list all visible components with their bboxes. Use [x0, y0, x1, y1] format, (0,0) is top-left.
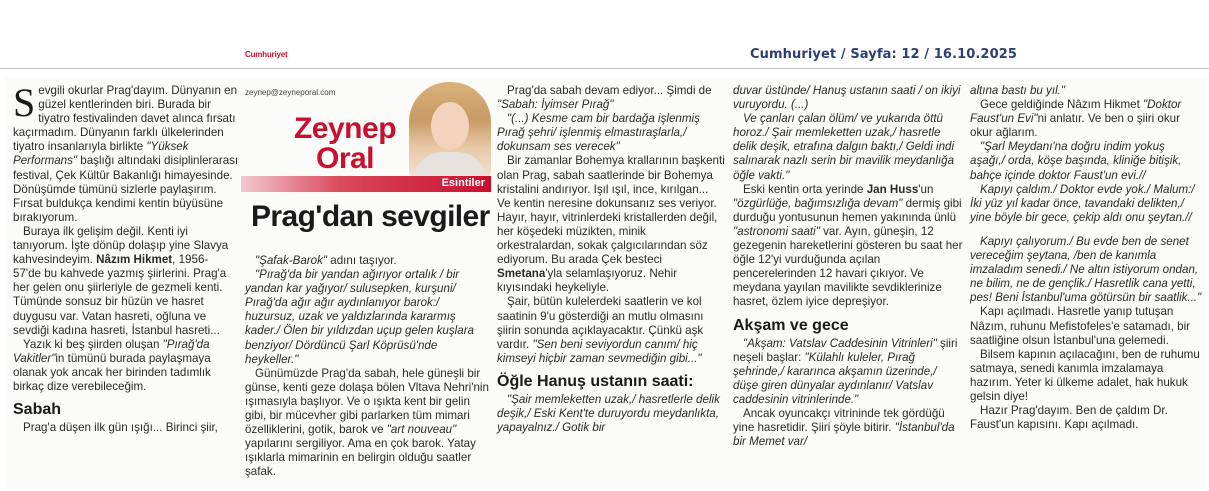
paragraph: Ancak oyuncakçı vitrininde tek gördüğü yine hasretidir. Şiiri şöyle bitirir. "İstanbul'da bir Memet var/ [733, 406, 955, 449]
paragraph: Prag'a düşen ilk gün ışığı... Birinci şiir, [23, 421, 218, 435]
paragraph: Şair, bütün kulelerdeki saatlerin ve kol saatinin 9'u gösterdiği an mutlu olmasını şiirin sonunda açıklayacaktır. Çünkü aşk vardır. "Sen beni seviyordun canım/ hiç kimseyi hiçbir zaman sevmediğin gibi..." [497, 295, 704, 365]
column-band [241, 176, 491, 192]
paragraph: Bir zamanlar Bohemya krallarının başkenti olan Prag, sabah saatlerinde bir Bohemya kristalini andırıyor. Işıl ışıl, ince, kırılgan... Ve kentin neresine dokunsanız ses veriyor. Hayır, hayır, vitrinlerdeki kristallerden değil, her köşedeki müzikten, minik orkestralardan, sokak çalgıcılarından söz ediyorum. Bu arada Çek besteci Smetana'yla selamlaşıyoruz. Nehir kıyısındaki heykeliyle. [497, 154, 725, 295]
poem-quote: Kapıyı çalıyorum./ Bu evde ben de senet vereceğim şeytana, /ben de kanımla imzaladım senedi./ Ne altın istiyorum ondan, ne bilim, ne de gençlik./ Hasretlik cana yetti, pes! Beni İstanbul'uma götürsün bir saatlik..." [970, 234, 1202, 305]
paragraph: Gece geldiğinde Nâzım Hikmet "Doktor Faust'un Evi"ni anlatır. Ve ben o şiiri okur okur ağlarım. [970, 98, 1182, 140]
poem-quote: "(...) Kesme cam bir bardağa işlenmiş Pırağ şehri/ işlenmiş elmastıraşlarla,/ dokunsam ses verecek" [497, 112, 700, 154]
article-column-4 [733, 84, 963, 449]
page-info: Cumhuriyet / Sayfa: 12 / 16.10.2025 [750, 47, 1018, 62]
paragraph: "Şafak-Barok" adını taşıyor. [255, 254, 397, 267]
paragraph: Günümüzde Prag'da sabah, hele güneşli bir günse, kenti geze dolaşa bölen Vltava Nehri'nin ışımasıyla başlıyor. Ve o ışıkta kent bir gelin gibi, bir mücevher gibi parlarken tüm mimari özelliklerini, gotik, barok ve "art nouveau" yapılarını sergiliyor. Ama en çok barok. Yatay ışıklarla mimarinin en belirgin olduğu saatler şafak. [245, 366, 489, 479]
author-box [241, 82, 491, 192]
article-column-2 [245, 254, 490, 480]
article-column-5 [970, 84, 1202, 432]
paragraph: Yazık ki beş şiirden oluşan "Pırağ'da Vakitler"in tümünü burada paylaşmaya olanak yok ancak her birinden tadımlık birkaç dize verebileceğim. [13, 337, 211, 393]
dropcap: S [13, 80, 36, 125]
subheading: Öğle Hanuş ustanın saati: [497, 372, 694, 390]
paragraph: Sevgili okurlar Prag'dayım. Dünyanın en güzel kentlerinden biri. Burada bir tiyatro festivalinden davet alınca fırsatı kaçırmadım. Dünyanın farklı ülkelerinden tiyatro insanlarıyla birlikte "Yüksek Performans" başlığı altındaki disiplinlerarası festival, Çek Kültür Bakanlığı himayesinde. Dönüşümde tümünü sizlerle paylaşırım. Fırsat buldukça kendimi kentin büyüsüne bırakıyorum. [13, 80, 239, 224]
subheading: Akşam ve gece [733, 316, 849, 334]
subheading: Sabah [13, 401, 62, 419]
article-column-3 [497, 84, 725, 435]
poem-quote: "Şair memleketten uzak,/ hasretlerle delik deşik,/ Eski Kent'te duruyordu meydanlıkta, yapayalnız./ Gotik bir [497, 392, 720, 435]
newspaper-clipping [5, 78, 1206, 488]
paragraph: Prag'da sabah devam ediyor... Şimdi de "Sabah: İyimser Pırağ" [497, 84, 712, 112]
page-header [0, 0, 1209, 70]
paragraph: "Akşam: Vatslav Caddesinin Vitrinleri" şiiri neşeli başlar: "Külahlı kuleler, Pırağ şehrinde,/ kararınca akşamın üzerinde,/ düşe giren dünyalar aydınlanır/ Vatslav caddesinin vitrinlerinde." [733, 336, 958, 406]
author-name: Zeynep Oral [293, 112, 397, 175]
author-portrait [409, 82, 491, 176]
paragraph: Hazır Prag'dayım. Ben de çaldım Dr. Faust'un kapısını. Kapı açılmadı. [970, 404, 1168, 432]
poem-quote: "Şarl Meydanı'na doğru indim yokuş aşağı,/ orda, köşe başında, kliniğe bitişik, bahçe içinde doktor Faust'un evi.// [970, 140, 1182, 182]
paragraph: Buraya ilk gelişim değil. Kenti iyi tanıyorum. İşte dönüp dolaşıp yine Slavya kahvesindeyim. Nâzım Hikmet, 1956- 57'de bu kahvede yazmış şiirlerini. Prag'a her gelen onu şiirleriyle de gezmeli kenti. Tümünde sonsuz bir hüzün ve hasret duygusu var. Vatan hasreti, oğluna ve sevdiği kadına hasreti, İstanbul hasreti... [13, 224, 229, 337]
paragraph: Kapı açılmadı. Hasretle yanıp tutuşan Nâzım, ruhunu Mefistofeles'e satamadı, bir saatliğine olsun İstanbul'una gelemedi. [970, 305, 1191, 347]
paragraph: Bilsem kapının açılacağını, ben de ruhumu satmaya, senedi kanımla imzalamaya hazırım. Yeter ki ülkeme adalet, hak hukuk gelsin diye! [970, 347, 1200, 403]
poem-quote: Ve çanları çalan ölüm/ ve yukarıda öttü horoz./ Şair memleketten uzak,/ hasretle delik deşik, etrafına dalgın baktı,/ Geldi indi salınarak nazlı serin bir mavilik meydanlığa öğle vakti." [733, 112, 955, 182]
article-headline: Prag'dan sevgiler [251, 200, 490, 233]
poem-quote: duvar üstünde/ Hanuş ustanın saati / on ikiyi vuruyordu. (...) [733, 84, 961, 112]
article-column-1 [13, 80, 239, 435]
poem-quote: "Pırağ'da bir yandan ağırıyor ortalık / bir yandan kar yağıyor/ sulusepken, kurşuni/ Pırağ'da ağır ağır aydınlanıyor barok:/ huzursuz, uzak ve yaldızlarında kararmış kader./ Ölen bir yıldızdan uçup gelen kuşlara benziyor/ Dördüncü Şarl Köprüsü'nde heykeller." [245, 268, 474, 366]
paragraph: Eski kentin orta yerinde Jan Huss'un "özgürlüğe, bağımsızlığa devam" dermiş gibi durduğu yontusunun hemen yakınında ünlü "astronomi saati" var. Ayın, güneşin, 12 gezegenin hareketlerini gösteren bu saat her öğle 12'yi vurduğunda açılan pencerelerinden 12 havari çıkıyor. Ve meydana yayılan mavilikte sevdiklerinize hasret, özlem iyice depreşiyor. [733, 182, 963, 309]
header-divider [0, 68, 1209, 69]
column-name: Esintiler [441, 177, 485, 189]
poem-quote: Kapıyı çaldım./ Doktor evde yok./ Malum:/ İki yüz yıl kadar önce, tavandaki delikten,/ yine böyle bir gece, çekip aldı onu şeytan.// [970, 182, 1195, 224]
newspaper-logo: Cumhuriyet [245, 50, 288, 59]
author-email: zeynep@zeyneporal.com [245, 88, 336, 97]
poem-quote: altına bastı bu yıl." [970, 84, 1065, 97]
